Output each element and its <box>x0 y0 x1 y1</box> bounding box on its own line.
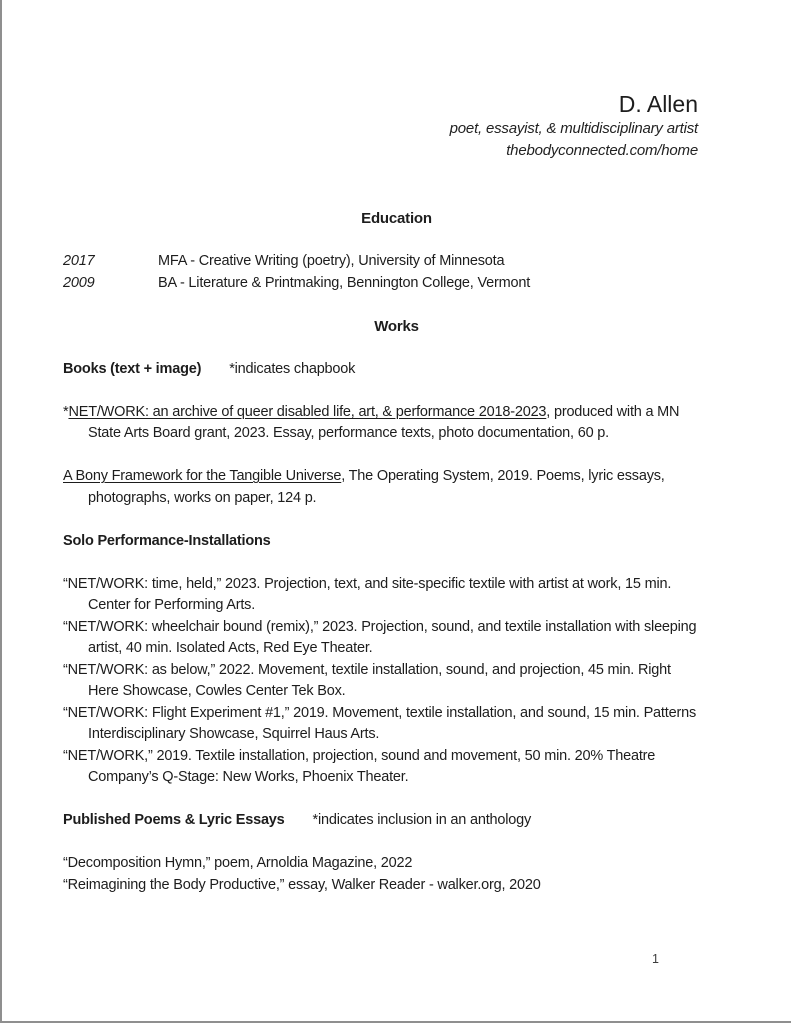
performance-entry <box>63 617 775 660</box>
published-heading: Published Poems & Lyric Essays <box>63 812 285 828</box>
performance-entry <box>63 746 775 789</box>
performance-entry-line: Here Showcase, Cowles Center Tek Box. <box>88 683 346 699</box>
performance-entry-line: “NET/WORK: wheelchair bound (remix),” 2023. Projection, sound, and textile installation with sleeping <box>63 618 697 635</box>
performances-list <box>63 574 775 789</box>
author-tagline: poet, essayist, & multidisciplinary artist <box>449 120 698 137</box>
book-entry-line: State Arts Board grant, 2023. Essay, performance texts, photo documentation, 60 p. <box>88 425 609 441</box>
published-entry: “Reimagining the Body Productive,” essay, Walker Reader - walker.org, 2020 <box>63 876 541 893</box>
page-number: 1 <box>652 952 659 966</box>
book-entry-line <box>63 402 775 424</box>
works-heading: Works <box>374 317 419 335</box>
performance-entry-line: Interdisciplinary Showcase, Squirrel Haus Arts. <box>88 726 380 742</box>
book-title: A Bony Framework for the Tangible Universe <box>63 468 342 484</box>
book-entry-line: photographs, works on paper, 124 p. <box>88 489 317 506</box>
book-meta: , produced with a MN <box>546 403 680 420</box>
performance-entry-line: “NET/WORK: Flight Experiment #1,” 2019. Movement, textile installation, and sound, 15 min. Patterns <box>63 704 696 721</box>
published-subheading-row <box>63 810 775 832</box>
book-entry <box>63 466 775 509</box>
education-list <box>63 251 775 294</box>
performances-heading: Solo Performance-Installations <box>63 532 271 549</box>
education-entry <box>63 251 775 273</box>
performance-entry-line: Center for Performing Arts. <box>88 597 256 613</box>
resume-header <box>63 90 775 161</box>
published-entry: “Decomposition Hymn,” poem, Arnoldia Magazine, 2022 <box>63 855 413 871</box>
education-year: 2017 <box>63 253 95 269</box>
performance-entry <box>63 574 775 617</box>
education-entry <box>63 273 775 295</box>
books-note: *indicates chapbook <box>229 360 356 377</box>
published-note: *indicates inclusion in an anthology <box>312 812 532 828</box>
performance-entry-line: “NET/WORK: time, held,” 2023. Projection, text, and site-specific textile with artist at work, 15 min. <box>63 575 672 592</box>
book-entry-line <box>63 466 775 488</box>
published-list <box>63 853 775 896</box>
education-year: 2009 <box>63 274 95 291</box>
books-subheading-row <box>63 359 775 381</box>
education-heading: Education <box>361 210 432 227</box>
education-detail: BA - Literature & Printmaking, Bennington College, Vermont <box>158 274 531 291</box>
performance-entry-line: “NET/WORK,” 2019. Textile installation, projection, sound and movement, 50 min. 20% Theatre <box>63 747 656 764</box>
author-name: D. Allen <box>618 91 698 117</box>
book-meta: , The Operating System, 2019. Poems, lyric essays, <box>341 468 665 484</box>
performance-entry-line: Company’s Q-Stage: New Works, Phoenix Theater. <box>88 769 409 785</box>
performance-entry-line: “NET/WORK: as below,” 2022. Movement, textile installation, sound, and projection, 45 min. Right <box>63 661 671 678</box>
books-heading: Books (text + image) <box>63 360 202 377</box>
performance-entry-line: artist, 40 min. Isolated Acts, Red Eye Theater. <box>88 640 373 656</box>
chapbook-asterisk: * <box>63 403 69 420</box>
author-website: thebodyconnected.com/home <box>506 141 698 159</box>
book-title: NET/WORK: an archive of queer disabled life, art, & performance 2018-2023 <box>68 403 547 420</box>
education-detail: MFA - Creative Writing (poetry), University of Minnesota <box>158 253 505 269</box>
performance-entry <box>63 703 775 746</box>
performance-entry <box>63 660 775 703</box>
book-entry <box>63 402 775 445</box>
